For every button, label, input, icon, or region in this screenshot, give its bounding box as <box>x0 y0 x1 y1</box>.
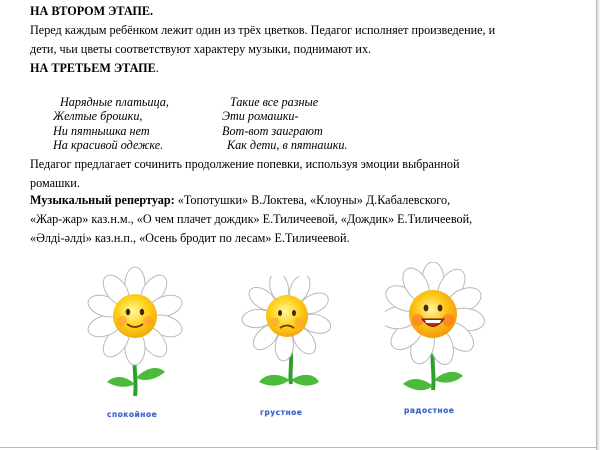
calm-daisy-icon <box>85 266 185 411</box>
repertoire-line-1 <box>30 191 585 210</box>
stage3-heading: НА ТРЕТЬЕМ ЭТАПЕ <box>30 61 156 75</box>
joyful-daisy-icon <box>385 262 485 402</box>
sad-leaf-right <box>291 375 319 386</box>
poem-right-line-1: Такие все разные <box>230 95 319 109</box>
poem-left-line-3: Ни пятнышка нет <box>53 124 150 138</box>
task-line-1: Педагог предлагает сочинить продолжение попевки, используя эмоции выбранной <box>30 157 460 171</box>
repertoire-label: Музыкальный репертуар: <box>30 193 175 207</box>
joyful-label: радостное <box>404 406 455 415</box>
sad-daisy-icon <box>235 276 335 396</box>
poem-right-line-2: Эти ромашки- <box>222 109 299 123</box>
joyful-leaf-right <box>434 372 463 383</box>
poem-left-line-1: Нарядные платьица, <box>60 95 169 109</box>
joyful-leaf-left <box>403 379 433 390</box>
task-line-2: ромашки. <box>30 176 80 190</box>
poem-right-line-3: Вот-вот заиграют <box>222 124 323 138</box>
stage2-line-2: дети, чьи цветы соответствуют характеру музыки, поднимают их. <box>30 42 372 56</box>
calm-label: спокойное <box>107 410 158 419</box>
repertoire-line-2: «Жар-жар» каз.н.м., «О чем плачет дождик» Е.Тиличеевой, «Дождик» Е.Тиличеевой, <box>30 212 473 226</box>
calm-leaf-left <box>107 377 135 387</box>
poem-right-line-4: Как дети, в пятнашки. <box>227 138 348 152</box>
sad-label: грустное <box>260 408 303 417</box>
stage3-heading-line <box>30 59 585 78</box>
repertoire-line-1-rest: «Топотушки» В.Локтева, «Клоуны» Д.Кабалевского, <box>174 193 451 207</box>
calm-leaf-right <box>136 368 165 380</box>
stage2-heading: НА ВТОРОМ ЭТАПЕ. <box>30 4 154 18</box>
poem-left-line-4: На красивой одежке. <box>53 138 164 152</box>
stage3-heading-dot: . <box>155 61 159 75</box>
poem-left-line-2: Желтые брошки, <box>53 109 143 123</box>
calm-center <box>113 294 157 338</box>
joyful-center <box>409 290 457 338</box>
slide-frame-bottom <box>0 447 597 448</box>
stage2-line-1: Перед каждым ребёнком лежит один из трёх цветков. Педагог исполняет произведение, и <box>30 23 496 37</box>
sad-leaf-left <box>259 375 290 386</box>
sad-center <box>266 295 308 337</box>
repertoire-line-3: «Әлді-әлді» каз.н.п., «Осень бродит по лесам» Е.Тиличеевой. <box>30 231 350 245</box>
